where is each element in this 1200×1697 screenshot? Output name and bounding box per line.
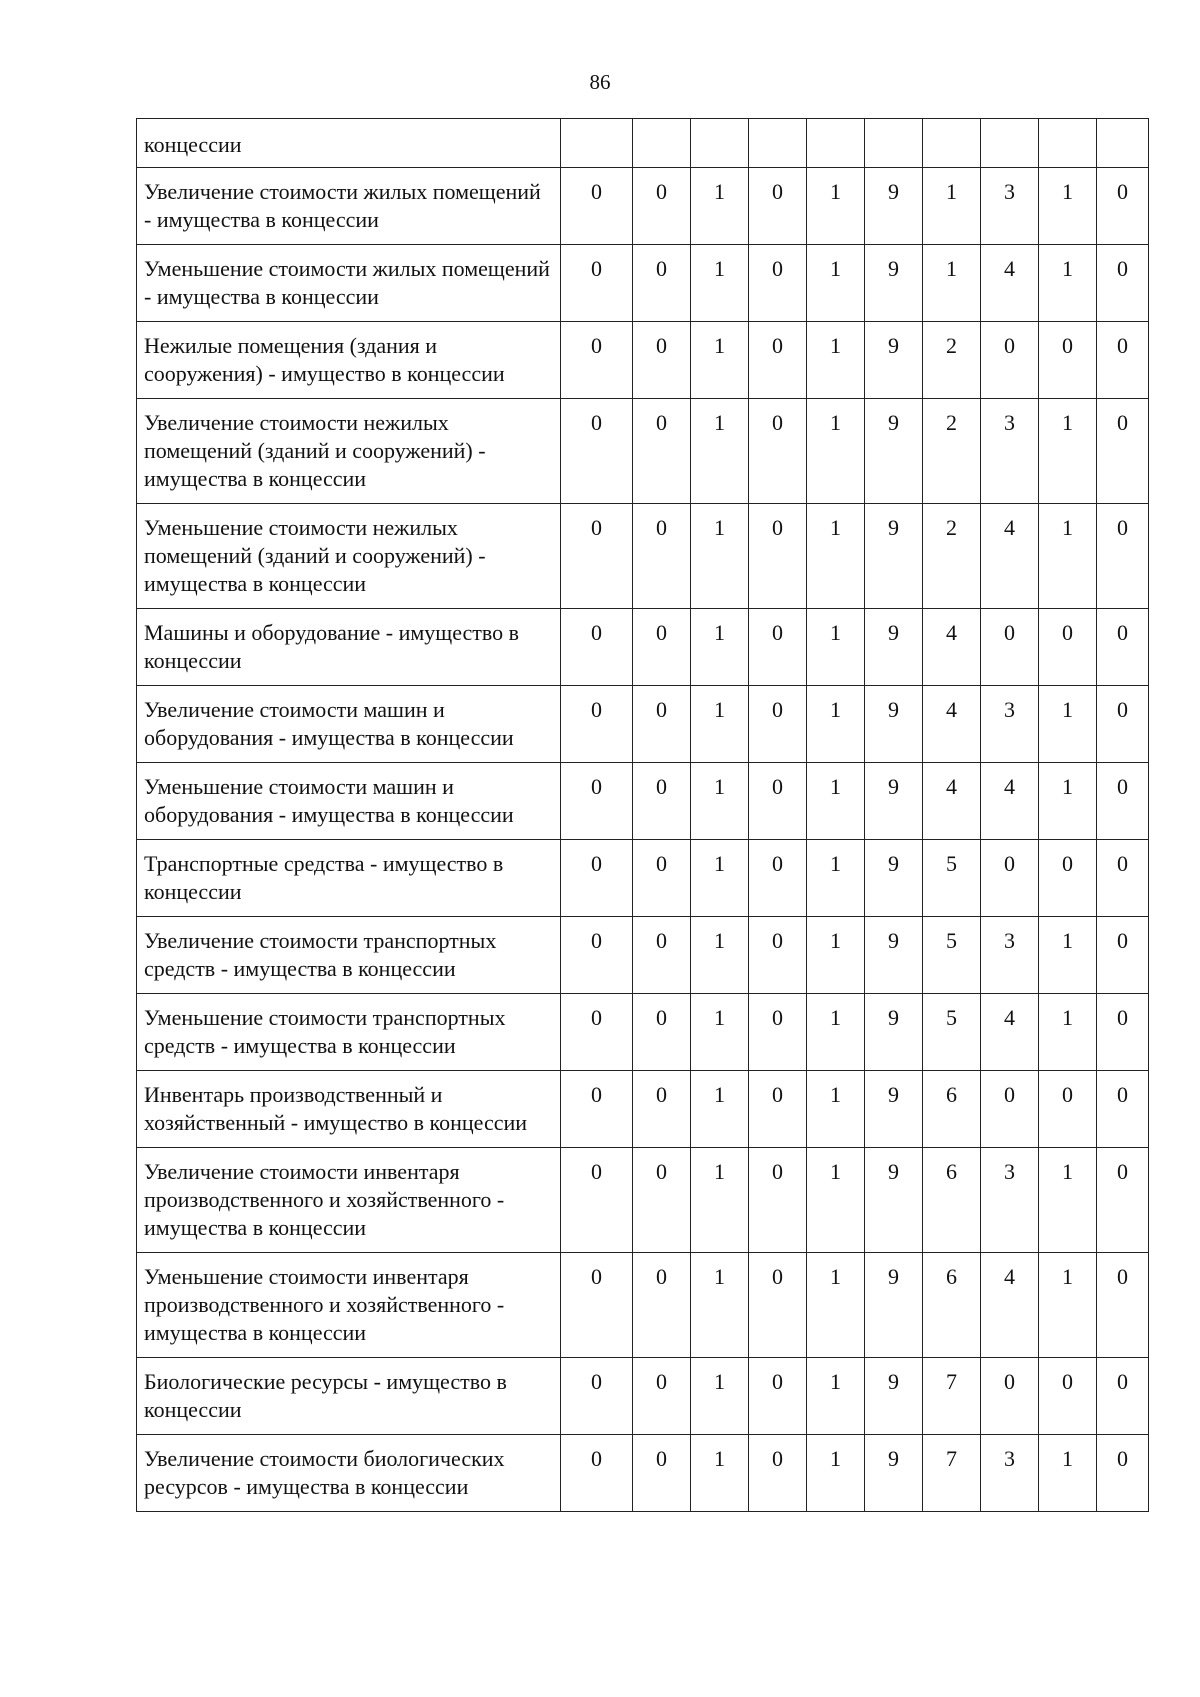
code-digit-cell xyxy=(633,119,691,168)
code-digit-cell: 1 xyxy=(691,399,749,504)
code-digit-cell: 1 xyxy=(691,168,749,245)
code-digit-cell: 1 xyxy=(807,322,865,399)
code-digit-cell: 0 xyxy=(561,399,633,504)
code-digit-cell: 0 xyxy=(981,609,1039,686)
table-row xyxy=(137,609,1149,686)
code-digit-cell: 9 xyxy=(865,609,923,686)
code-digit-cell: 0 xyxy=(1097,1253,1149,1358)
row-label: Уменьшение стоимости инвентаря производственного и хозяйственного - имущества в концессии xyxy=(137,1253,561,1358)
code-digit-cell: 0 xyxy=(633,1071,691,1148)
table-row xyxy=(137,1071,1149,1148)
code-digit-cell: 1 xyxy=(691,609,749,686)
code-digit-cell: 6 xyxy=(923,1148,981,1253)
code-digit-cell: 1 xyxy=(807,609,865,686)
code-digit-cell: 7 xyxy=(923,1358,981,1435)
code-digit-cell: 0 xyxy=(561,322,633,399)
code-digit-cell: 0 xyxy=(561,763,633,840)
code-digit-cell: 0 xyxy=(633,609,691,686)
code-digit-cell: 0 xyxy=(981,322,1039,399)
code-digit-cell: 3 xyxy=(981,686,1039,763)
code-digit-cell: 0 xyxy=(633,763,691,840)
code-digit-cell: 0 xyxy=(633,1148,691,1253)
code-digit-cell: 9 xyxy=(865,1435,923,1512)
code-digit-cell: 0 xyxy=(633,917,691,994)
code-digit-cell: 1 xyxy=(1039,686,1097,763)
code-digit-cell: 0 xyxy=(749,994,807,1071)
code-digit-cell: 0 xyxy=(749,686,807,763)
code-digit-cell: 0 xyxy=(749,763,807,840)
code-digit-cell: 0 xyxy=(561,917,633,994)
code-digit-cell: 4 xyxy=(981,504,1039,609)
code-digit-cell: 0 xyxy=(1097,245,1149,322)
code-digit-cell: 4 xyxy=(923,609,981,686)
table-row xyxy=(137,119,1149,168)
code-digit-cell: 4 xyxy=(981,994,1039,1071)
code-digit-cell: 1 xyxy=(1039,1148,1097,1253)
code-digit-cell: 1 xyxy=(1039,245,1097,322)
code-digit-cell: 1 xyxy=(807,1253,865,1358)
code-digit-cell: 0 xyxy=(1039,322,1097,399)
row-label: Нежилые помещения (здания и сооружения) - имущество в концессии xyxy=(137,322,561,399)
code-digit-cell: 3 xyxy=(981,1148,1039,1253)
code-digit-cell: 9 xyxy=(865,994,923,1071)
code-digit-cell: 6 xyxy=(923,1071,981,1148)
code-digit-cell: 2 xyxy=(923,399,981,504)
code-digit-cell: 9 xyxy=(865,686,923,763)
table-row xyxy=(137,994,1149,1071)
code-digit-cell: 0 xyxy=(1097,1435,1149,1512)
code-digit-cell xyxy=(561,119,633,168)
code-digit-cell: 0 xyxy=(981,1071,1039,1148)
code-digit-cell: 0 xyxy=(561,504,633,609)
code-digit-cell xyxy=(865,119,923,168)
code-digit-cell: 0 xyxy=(633,1253,691,1358)
code-digit-cell: 4 xyxy=(981,763,1039,840)
row-label: Машины и оборудование - имущество в концессии xyxy=(137,609,561,686)
row-label: Увеличение стоимости нежилых помещений (зданий и сооружений) - имущества в концессии xyxy=(137,399,561,504)
code-digit-cell: 0 xyxy=(749,504,807,609)
code-digit-cell: 1 xyxy=(691,322,749,399)
code-digit-cell: 0 xyxy=(749,168,807,245)
code-digit-cell: 0 xyxy=(749,840,807,917)
code-digit-cell: 1 xyxy=(691,994,749,1071)
code-digit-cell: 2 xyxy=(923,504,981,609)
row-label: Инвентарь производственный и хозяйственный - имущество в концессии xyxy=(137,1071,561,1148)
table-row xyxy=(137,763,1149,840)
code-digit-cell: 0 xyxy=(633,399,691,504)
code-digit-cell: 0 xyxy=(561,1148,633,1253)
code-digit-cell: 9 xyxy=(865,504,923,609)
code-digit-cell: 1 xyxy=(807,168,865,245)
code-digit-cell: 1 xyxy=(807,917,865,994)
code-digit-cell: 0 xyxy=(1097,168,1149,245)
code-digit-cell: 0 xyxy=(749,399,807,504)
row-label: Уменьшение стоимости машин и оборудования - имущества в концессии xyxy=(137,763,561,840)
code-digit-cell: 4 xyxy=(923,686,981,763)
code-digit-cell: 9 xyxy=(865,763,923,840)
code-digit-cell: 7 xyxy=(923,1435,981,1512)
code-digit-cell: 0 xyxy=(1097,322,1149,399)
code-digit-cell: 0 xyxy=(749,1148,807,1253)
code-digit-cell: 4 xyxy=(981,1253,1039,1358)
code-digit-cell: 0 xyxy=(749,1071,807,1148)
code-digit-cell: 0 xyxy=(561,994,633,1071)
row-label: Увеличение стоимости инвентаря производственного и хозяйственного - имущества в концессии xyxy=(137,1148,561,1253)
code-digit-cell xyxy=(807,119,865,168)
code-digit-cell: 1 xyxy=(807,1148,865,1253)
page-number: 86 xyxy=(589,70,611,94)
code-digit-cell: 1 xyxy=(691,1071,749,1148)
code-digit-cell: 0 xyxy=(981,840,1039,917)
code-digit-cell: 0 xyxy=(561,609,633,686)
code-digit-cell: 0 xyxy=(749,1253,807,1358)
code-digit-cell: 1 xyxy=(1039,399,1097,504)
code-digit-cell: 0 xyxy=(749,245,807,322)
row-label: Уменьшение стоимости нежилых помещений (зданий и сооружений) - имущества в концессии xyxy=(137,504,561,609)
code-digit-cell: 0 xyxy=(561,1435,633,1512)
row-label: Уменьшение стоимости транспортных средств - имущества в концессии xyxy=(137,994,561,1071)
code-digit-cell: 0 xyxy=(633,245,691,322)
code-digit-cell: 4 xyxy=(981,245,1039,322)
code-digit-cell xyxy=(749,119,807,168)
code-digit-cell: 1 xyxy=(1039,1253,1097,1358)
code-digit-cell: 0 xyxy=(1097,504,1149,609)
account-codes-table xyxy=(136,118,1149,1512)
code-digit-cell xyxy=(1039,119,1097,168)
code-digit-cell xyxy=(1097,119,1149,168)
code-digit-cell: 1 xyxy=(1039,168,1097,245)
code-digit-cell xyxy=(923,119,981,168)
code-digit-cell: 0 xyxy=(749,322,807,399)
code-digit-cell: 5 xyxy=(923,840,981,917)
code-digit-cell: 0 xyxy=(1097,840,1149,917)
code-digit-cell: 0 xyxy=(1039,1071,1097,1148)
table-row xyxy=(137,245,1149,322)
table-row xyxy=(137,322,1149,399)
code-digit-cell: 0 xyxy=(1039,840,1097,917)
code-digit-cell: 1 xyxy=(807,994,865,1071)
code-digit-cell: 1 xyxy=(1039,994,1097,1071)
code-digit-cell: 1 xyxy=(923,245,981,322)
row-label: Биологические ресурсы - имущество в концессии xyxy=(137,1358,561,1435)
row-label: Увеличение стоимости жилых помещений - имущества в концессии xyxy=(137,168,561,245)
code-digit-cell: 1 xyxy=(691,1435,749,1512)
code-digit-cell: 1 xyxy=(1039,504,1097,609)
code-digit-cell: 9 xyxy=(865,917,923,994)
code-digit-cell: 1 xyxy=(1039,917,1097,994)
code-digit-cell: 0 xyxy=(561,245,633,322)
code-digit-cell: 1 xyxy=(691,245,749,322)
code-digit-cell: 3 xyxy=(981,1435,1039,1512)
table-row xyxy=(137,1148,1149,1253)
code-digit-cell: 0 xyxy=(749,609,807,686)
row-label: Транспортные средства - имущество в концессии xyxy=(137,840,561,917)
code-digit-cell: 0 xyxy=(633,168,691,245)
code-digit-cell: 0 xyxy=(633,322,691,399)
code-digit-cell: 9 xyxy=(865,399,923,504)
row-label: Уменьшение стоимости жилых помещений - имущества в концессии xyxy=(137,245,561,322)
table-row xyxy=(137,686,1149,763)
code-digit-cell: 0 xyxy=(1097,994,1149,1071)
code-digit-cell: 0 xyxy=(1039,609,1097,686)
code-digit-cell: 0 xyxy=(561,1253,633,1358)
code-digit-cell: 1 xyxy=(1039,763,1097,840)
code-digit-cell: 1 xyxy=(691,686,749,763)
code-digit-cell: 0 xyxy=(633,504,691,609)
table-body xyxy=(137,119,1149,1512)
code-digit-cell: 9 xyxy=(865,168,923,245)
code-digit-cell: 9 xyxy=(865,1358,923,1435)
code-digit-cell: 0 xyxy=(1097,609,1149,686)
row-label: Увеличение стоимости машин и оборудования - имущества в концессии xyxy=(137,686,561,763)
code-digit-cell: 0 xyxy=(561,1071,633,1148)
code-digit-cell: 9 xyxy=(865,1253,923,1358)
code-digit-cell: 6 xyxy=(923,1253,981,1358)
code-digit-cell: 5 xyxy=(923,917,981,994)
code-digit-cell: 1 xyxy=(807,245,865,322)
table-row xyxy=(137,168,1149,245)
code-digit-cell: 0 xyxy=(633,686,691,763)
code-digit-cell: 1 xyxy=(807,763,865,840)
row-label: концессии xyxy=(137,119,561,168)
code-digit-cell xyxy=(691,119,749,168)
code-digit-cell: 0 xyxy=(633,1358,691,1435)
table-row xyxy=(137,504,1149,609)
table-row xyxy=(137,1253,1149,1358)
code-digit-cell xyxy=(981,119,1039,168)
code-digit-cell: 1 xyxy=(807,504,865,609)
code-digit-cell: 1 xyxy=(807,1358,865,1435)
code-digit-cell: 1 xyxy=(807,399,865,504)
code-digit-cell: 0 xyxy=(981,1358,1039,1435)
code-digit-cell: 1 xyxy=(691,917,749,994)
code-digit-cell: 2 xyxy=(923,322,981,399)
table-row xyxy=(137,1358,1149,1435)
code-digit-cell: 0 xyxy=(1097,1071,1149,1148)
code-digit-cell: 3 xyxy=(981,399,1039,504)
code-digit-cell: 1 xyxy=(807,840,865,917)
code-digit-cell: 1 xyxy=(807,686,865,763)
code-digit-cell: 0 xyxy=(561,168,633,245)
code-digit-cell: 4 xyxy=(923,763,981,840)
code-digit-cell: 0 xyxy=(1097,399,1149,504)
code-digit-cell: 0 xyxy=(1097,1148,1149,1253)
code-digit-cell: 9 xyxy=(865,1148,923,1253)
code-digit-cell: 0 xyxy=(1039,1358,1097,1435)
table-row xyxy=(137,917,1149,994)
code-digit-cell: 3 xyxy=(981,168,1039,245)
code-digit-cell: 1 xyxy=(691,763,749,840)
code-digit-cell: 9 xyxy=(865,322,923,399)
code-digit-cell: 1 xyxy=(923,168,981,245)
code-digit-cell: 0 xyxy=(1097,686,1149,763)
code-digit-cell: 0 xyxy=(1097,763,1149,840)
table-row xyxy=(137,840,1149,917)
code-digit-cell: 0 xyxy=(1097,917,1149,994)
code-digit-cell: 1 xyxy=(691,840,749,917)
code-digit-cell: 1 xyxy=(691,1148,749,1253)
code-digit-cell: 0 xyxy=(749,1358,807,1435)
code-digit-cell: 0 xyxy=(749,917,807,994)
code-digit-cell: 1 xyxy=(807,1071,865,1148)
table-row xyxy=(137,399,1149,504)
code-digit-cell: 0 xyxy=(1097,1358,1149,1435)
code-digit-cell: 0 xyxy=(561,1358,633,1435)
table-row xyxy=(137,1435,1149,1512)
code-digit-cell: 0 xyxy=(749,1435,807,1512)
code-digit-cell: 5 xyxy=(923,994,981,1071)
code-digit-cell: 0 xyxy=(633,840,691,917)
code-digit-cell: 1 xyxy=(691,504,749,609)
code-digit-cell: 1 xyxy=(807,1435,865,1512)
code-digit-cell: 1 xyxy=(1039,1435,1097,1512)
code-digit-cell: 9 xyxy=(865,245,923,322)
code-digit-cell: 9 xyxy=(865,840,923,917)
code-digit-cell: 3 xyxy=(981,917,1039,994)
code-digit-cell: 0 xyxy=(633,1435,691,1512)
code-digit-cell: 1 xyxy=(691,1253,749,1358)
code-digit-cell: 1 xyxy=(691,1358,749,1435)
code-digit-cell: 0 xyxy=(561,686,633,763)
row-label: Увеличение стоимости биологических ресурсов - имущества в концессии xyxy=(137,1435,561,1512)
code-digit-cell: 0 xyxy=(633,994,691,1071)
code-digit-cell: 0 xyxy=(561,840,633,917)
code-digit-cell: 9 xyxy=(865,1071,923,1148)
row-label: Увеличение стоимости транспортных средств - имущества в концессии xyxy=(137,917,561,994)
